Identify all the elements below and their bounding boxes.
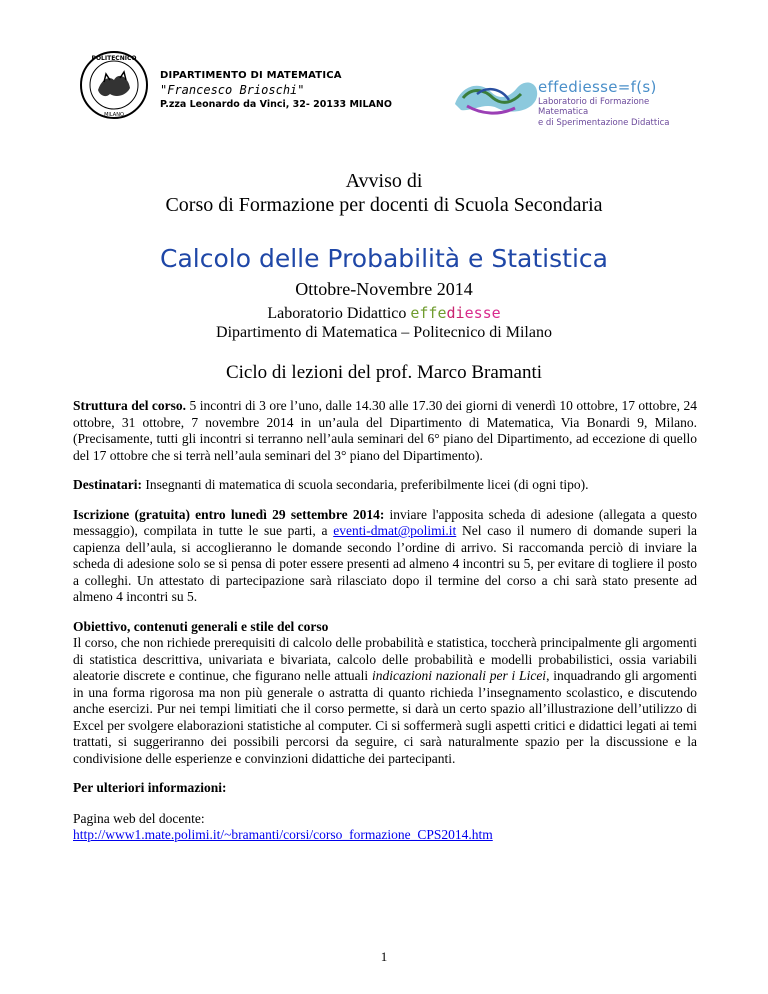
obiettivo-text-1: Il corso, che non richiede prerequisiti di calcolo delle probabilità e statistica, toccherà principalmente gli argomenti di statistica descrittiva, univariata e bivariata, calcolo delle probabilità e modelli probabilistici, ossia variabili aleatorie discrete e continue, che figurano nelle attuali — [73, 635, 697, 683]
iscrizione-text-2: Nel caso il numero di domande superi la capienza dell’aula, si accoglieranno le domande secondo l’ordine di arrivo. Si raccomanda perciò di inviare la scheda di adesione solo se si pensa di poter essere presenti ad almeno 4 incontri su 5, per evitare di togliere il posto a colleghi. Un attestato di partecipazione sarà rilasciato dopo il termine del corso a chi sarà stato presente ad almeno 4 incontri su 5. — [73, 523, 697, 604]
svg-text:POLITECNICO: POLITECNICO — [91, 55, 137, 62]
dept-name: DIPARTIMENTO DI MATEMATICA — [160, 70, 342, 81]
iscrizione-text-1: inviare l'apposita scheda di adesione (allegata a questo messaggio), compilata in tutte le sue parti, a — [73, 506, 697, 538]
info-label: Per ulteriori informazioni: — [73, 780, 227, 795]
course-dates: Ottobre-Novembre 2014 — [295, 279, 473, 299]
lab-esse: esse — [464, 304, 501, 322]
lab-effe: effe — [410, 304, 447, 322]
effediesse-sub2: e di Sperimentazione Didattica — [538, 118, 670, 128]
institution-line: Dipartimento di Matematica – Politecnico di Milano — [216, 324, 552, 341]
page-number: 1 — [380, 949, 388, 964]
obiettivo-label: Obiettivo, contenuti generali e stile del corso — [73, 618, 329, 634]
section-destinatari — [73, 477, 697, 494]
web-label: Pagina web del docente: — [73, 810, 205, 826]
iscrizione-label: Iscrizione (gratuita) entro lunedì 29 settembre 2014: — [73, 506, 385, 522]
struttura-text: 5 incontri di 3 ore l’uno, dalle 14.30 alle 17.30 dei giorni di venerdì 10 ottobre, 17 ottobre, 24 ottobre, 31 ottobre, 7 novembre 2014 in un’aula del Dipartimento di Matematica, Via Bonardi 9, Milano. (Precisamente, tutti gli incontri si terranno nell’aula seminari del 6° piano del Dipartimento, ad eccezione di quello del 17 ottobre che si terrà nell’aula seminari del 3° piano del Dipartimento). — [73, 398, 698, 463]
effediesse-sub1: Laboratorio di Formazione Matematica — [538, 97, 650, 117]
section-struttura — [73, 398, 697, 464]
letterhead — [72, 38, 702, 128]
section-obiettivo — [73, 619, 697, 768]
notice-heading: Avviso di — [345, 170, 423, 192]
course-title: Calcolo delle Probabilità e Statistica — [160, 244, 608, 273]
dept-address: P.zza Leonardo da Vinci, 32- 20133 MILANO — [160, 99, 392, 110]
dept-namesake: "Francesco Brioschi" — [160, 83, 305, 97]
lab-di: di — [446, 304, 465, 322]
lab-line — [0, 304, 768, 323]
effediesse-brand: effediesse=f(s) — [538, 78, 657, 96]
course-type: Corso di Formazione per docenti di Scuola Secondaria — [165, 194, 603, 216]
section-info — [73, 780, 697, 797]
struttura-label: Struttura del corso. — [73, 398, 187, 413]
obiettivo-italic: indicazioni nazionali per i Licei — [371, 668, 547, 683]
web-link[interactable]: http://www1.mate.polimi.it/~bramanti/corsi/corso_formazione_CPS2014.htm — [73, 827, 493, 842]
effediesse-wordmark — [538, 78, 702, 128]
email-link[interactable]: eventi-dmat@polimi.it — [333, 523, 457, 538]
destinatari-text: Insegnanti di matematica di scuola secondaria, preferibilmente licei (di ogni tipo). — [141, 477, 589, 492]
department-block — [160, 70, 392, 110]
lecture-series: Ciclo di lezioni del prof. Marco Bramanti — [225, 362, 543, 383]
obiettivo-text-2: , inquadrando gli argomenti in una forma rigorosa ma non più generale o astratta di quanto richieda l’insegnamento scolastico, e discutendo anche esercizi. Pur nei tempi limitiati che il corso permette, si darà un certo spazio all’illustrazione dell’utilizzo di Excel per svolgere elaborazioni statistiche al computer. Ci si soffermerà sugli aspetti critici e didattici legati ai temi trattati, si suggeriranno dei possibili percorsi da seguire, ci sarà naturalmente spazio per la discussione e la condivisione delle esperienze e convinzioni didattiche dei partecipanti. — [73, 668, 697, 766]
section-iscrizione — [73, 507, 697, 606]
document-body — [73, 398, 697, 857]
destinatari-label: Destinatari: — [73, 477, 142, 492]
politecnico-seal-logo — [76, 50, 152, 120]
section-web — [73, 811, 697, 844]
svg-text:MILANO: MILANO — [104, 112, 124, 118]
lab-prefix: Laboratorio Didattico — [267, 305, 411, 322]
